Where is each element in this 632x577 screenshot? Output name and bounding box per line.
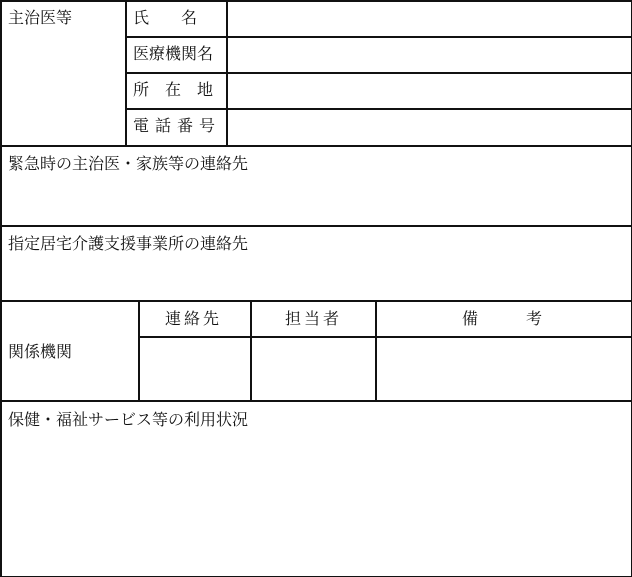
- care-office-field[interactable]: [2, 256, 630, 299]
- care-office-label: 指定居宅介護支援事業所の連絡先: [8, 234, 249, 253]
- related-contact-field[interactable]: [140, 338, 250, 400]
- services-usage-field[interactable]: [2, 432, 630, 574]
- doctor-section-label: 主治医等: [8, 8, 73, 27]
- doctor-address-label: 所 在 地: [133, 80, 214, 99]
- section-line-3: [0, 300, 632, 302]
- related-remarks-field[interactable]: [377, 338, 630, 400]
- section-line-2: [0, 225, 632, 227]
- doctor-phone-field[interactable]: [228, 110, 630, 144]
- related-agencies-label: 関係機関: [8, 342, 73, 361]
- doctor-name-field[interactable]: [228, 2, 630, 36]
- doctor-name-label: 氏 名: [133, 8, 198, 27]
- doctor-address-field[interactable]: [228, 74, 630, 108]
- section-line-1: [0, 145, 632, 147]
- related-person-header: 担当者: [285, 309, 343, 328]
- related-person-field[interactable]: [252, 338, 375, 400]
- doctor-institution-label: 医療機関名: [133, 44, 214, 63]
- doctor-phone-label: 電話番号: [133, 116, 222, 135]
- related-remarks-header: 備 考: [462, 309, 543, 328]
- section-line-4: [0, 400, 632, 402]
- services-usage-label: 保健・福祉サービス等の利用状況: [8, 410, 249, 429]
- related-contact-header: 連絡先: [165, 309, 223, 328]
- doctor-institution-field[interactable]: [228, 38, 630, 72]
- emergency-contact-field[interactable]: [2, 176, 630, 224]
- emergency-contact-label: 緊急時の主治医・家族等の連絡先: [8, 154, 249, 173]
